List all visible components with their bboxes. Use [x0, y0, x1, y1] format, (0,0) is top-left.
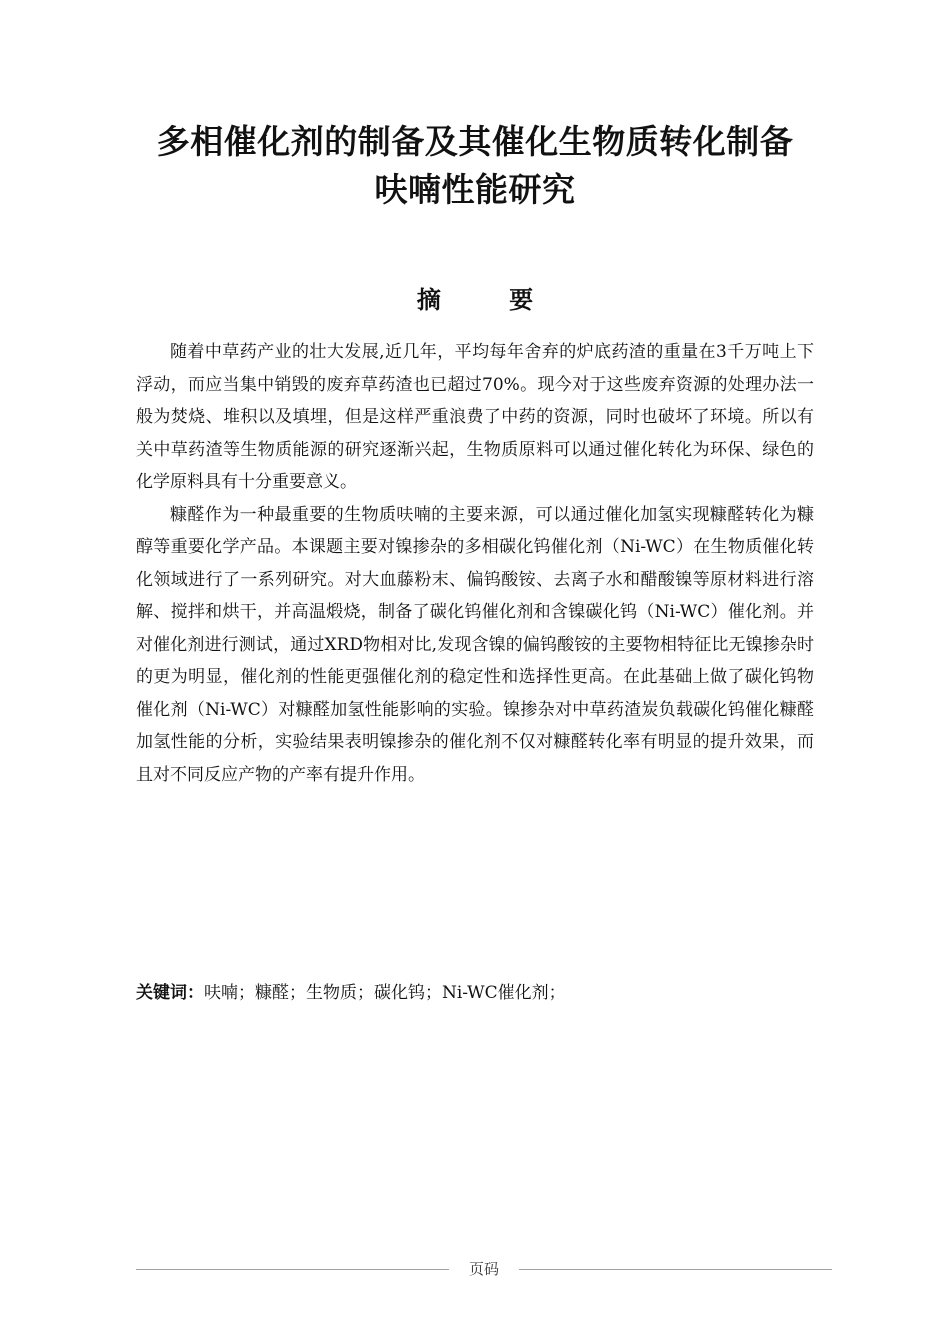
page-number-label: 页码	[468, 1260, 499, 1278]
footer-rule-right	[519, 1269, 832, 1270]
abstract-heading: 摘 要	[416, 286, 564, 314]
abstract-paragraph-2: 糠醛作为一种最重要的生物质呋喃的主要来源，可以通过催化加氢实现糠醛转化为糠醇等重要化学产品。本课题主要对镍掺杂的多相碳化钨催化剂（Ni-WC）在生物质催化转化领域进行了一系列研究。对大血藤粉末、偏钨酸铵、去离子水和醋酸镍等原材料进行溶解、搅拌和烘干，并高温煅烧，制备了碳化钨催化剂和含镍碳化钨（Ni-WC）催化剂。并对催化剂进行测试，通过XRD物相对比,发现含镍的偏钨酸铵的主要物相特征比无镍掺杂时的更为明显，催化剂的性能更强催化剂的稳定性和选择性更高。在此基础上做了碳化钨物催化剂（Ni-WC）对糠醛加氢性能影响的实验。镍掺杂对中草药渣炭负载碳化钨催化糠醛加氢性能的分析，实验结果表明镍掺杂的催化剂不仅对糠醛转化率有明显的提升效果，而且对不同反应产物的产率有提升作用。	[136, 504, 814, 785]
page-footer	[136, 1256, 832, 1282]
abstract-paragraph-1: 随着中草药产业的壮大发展,近几年，平均每年舍弃的炉底药渣的重量在3千万吨上下浮动，而应当集中销毁的废弃草药渣也已超过70%。现今对于这些废弃资源的处理办法一般为焚烧、堆积以及填埋，但是这样严重浪费了中药的资源，同时也破坏了环境。所以有关中草药渣等生物质能源的研究逐渐兴起，生物质原料可以通过催化转化为环保、绿色的化学原料具有十分重要意义。	[136, 342, 814, 492]
document-title	[100, 118, 850, 214]
title-line-2: 呋喃性能研究	[374, 170, 576, 209]
abstract-body	[136, 336, 814, 791]
title-line-1: 多相催化剂的制备及其催化生物质转化制备	[156, 122, 794, 161]
footer-rule-left	[136, 1269, 449, 1270]
keywords-line	[136, 978, 814, 1008]
keywords-label: 关键词：	[136, 983, 204, 1003]
keywords-value: 呋喃；糠醛；生物质；碳化钨；Ni-WC催化剂；	[204, 983, 566, 1003]
